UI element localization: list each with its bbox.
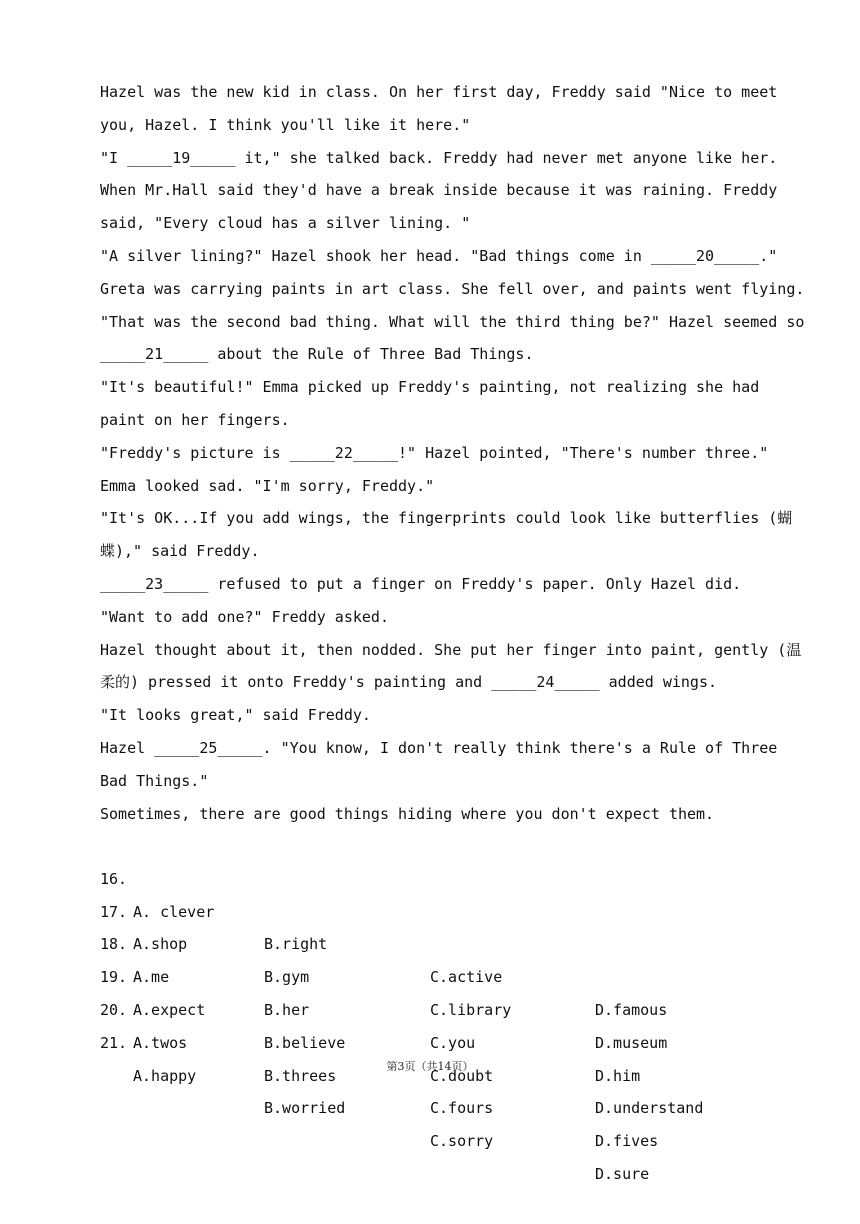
question-number: 19. [100,968,128,987]
passage-line: "It's OK...If you add wings, the fingerprints could look like butterflies (蝴 [100,509,793,528]
option-b: B.her [264,1000,310,1019]
passage-line: Sometimes, there are good things hiding where you don't expect them. [100,804,715,823]
option-a: A.twos [133,1033,188,1052]
option-a: A. clever [133,902,215,921]
option-a: A.expect [133,1000,206,1019]
passage-line: Hazel thought about it, then nodded. She put her finger into paint, gently (温 [100,640,802,659]
passage-line: Hazel _____25_____. "You know, I don't really think there's a Rule of Three [100,738,778,757]
option-b: B.right [264,935,328,954]
option-d: D.famous [595,1000,668,1019]
option-d: D.him [595,1066,641,1085]
option-d: D.fives [595,1132,659,1151]
option-c: C.you [430,1033,476,1052]
passage-line: _____23_____ refused to put a finger on Freddy's paper. Only Hazel did. [100,574,742,593]
option-a: A.shop [133,935,188,954]
option-c: C.fours [430,1099,494,1118]
option-c: C.active [430,968,503,987]
option-b: B.worried [264,1099,346,1118]
option-b: B.gym [264,968,310,987]
passage-line: When Mr.Hall said they'd have a break inside because it was raining. Freddy [100,181,778,200]
passage-line: Bad Things." [100,771,209,790]
passage-line: 柔的) pressed it onto Freddy's painting and _____24_____ added wings. [100,673,717,692]
question-number: 18. [100,935,128,954]
question-number: 16. [100,869,128,888]
option-b: B.believe [264,1033,346,1052]
passage-line: Emma looked sad. "I'm sorry, Freddy." [100,476,435,495]
option-c: C.library [430,1000,512,1019]
passage-line: "Want to add one?" Freddy asked. [100,607,389,626]
option-a: A.happy [133,1066,197,1085]
passage-line: "It's beautiful!" Emma picked up Freddy's painting, not realizing she had [100,378,760,397]
passage-line: 蝶)," said Freddy. [100,542,260,561]
page-footer: 第3页（共14页） [386,1060,474,1073]
passage-line: "That was the second bad thing. What will the third thing be?" Hazel seemed so [100,312,805,331]
option-d: D.understand [595,1099,704,1118]
question-number: 17. [100,902,128,921]
passage-line: paint on her fingers. [100,410,290,429]
option-b: B.threes [264,1066,337,1085]
passage-line: Greta was carrying paints in art class. She fell over, and paints went flying. [100,279,805,298]
passage-line: said, "Every cloud has a silver lining. " [100,214,471,233]
passage-line: you, Hazel. I think you'll like it here." [100,115,471,134]
passage-line: Hazel was the new kid in class. On her first day, Freddy said "Nice to meet [100,83,778,101]
reading-passage [100,76,805,830]
option-c: C.sorry [430,1132,494,1151]
question-number: 21. [100,1033,128,1052]
option-a: A.me [133,968,170,987]
passage-line: _____21_____ about the Rule of Three Bad Things. [100,345,534,364]
option-d: D.sure [595,1164,650,1183]
passage-line: "It looks great," said Freddy. [100,706,371,725]
passage-line: "Freddy's picture is _____22_____!" Hazel pointed, "There's number three." [100,443,769,462]
passage-line: "I _____19_____ it," she talked back. Freddy had never met anyone like her. [100,148,778,167]
option-d: D.museum [595,1033,668,1052]
question-number: 20. [100,1000,128,1019]
option-c: C.doubt [430,1066,494,1085]
passage-line: "A silver lining?" Hazel shook her head. "Bad things come in _____20_____." [100,246,778,265]
